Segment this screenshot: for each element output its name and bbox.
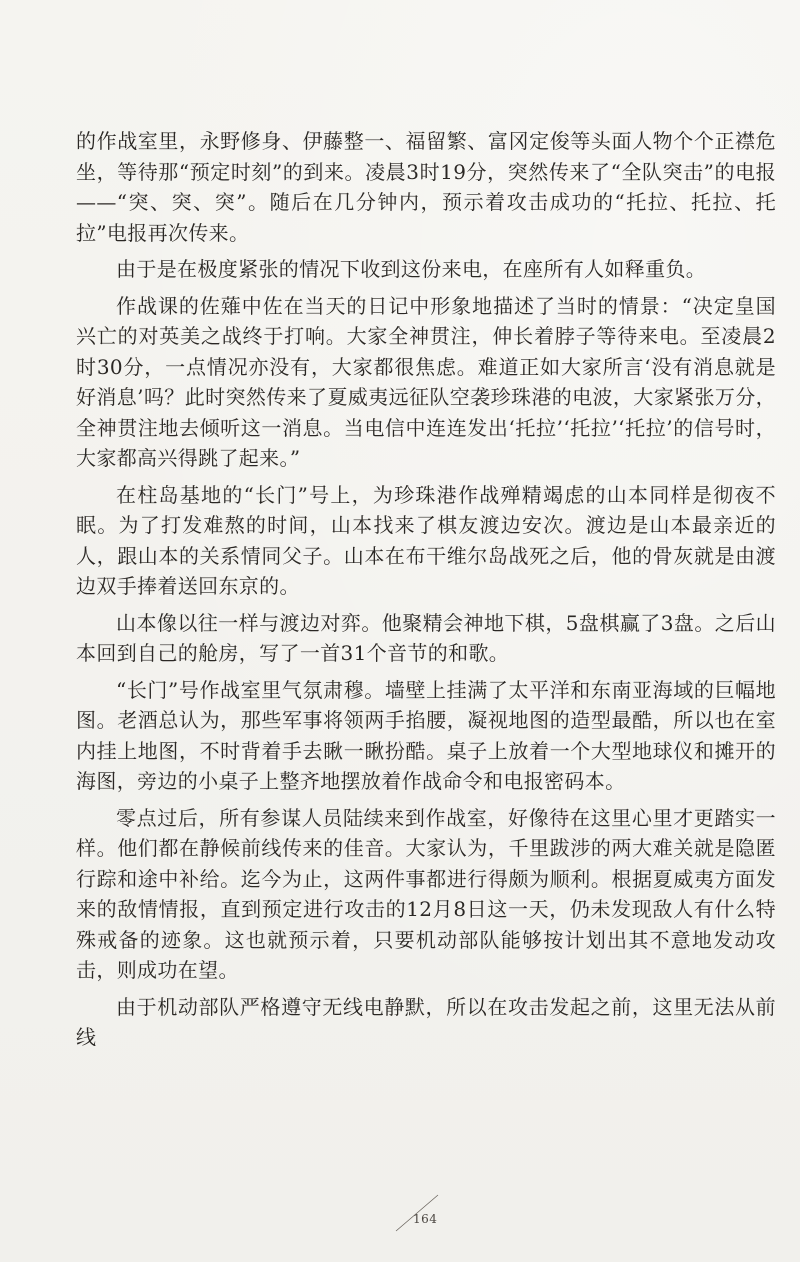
paragraph: 在柱岛基地的“长门”号上，为珍珠港作战殚精竭虑的山本同样是彻夜不眠。为了打发难熬的时间，山本找来了棋友渡边安次。渡边是山本最亲近的人，跟山本的关系情同父子。山本在布干维尔岛战死之后，他的骨灰就是由渡边双手捧着送回东京的。 bbox=[76, 482, 776, 598]
paragraph-continuation: 的作战室里，永野修身、伊藤整一、福留繁、富冈定俊等头面人物个个正襟危坐，等待那“预定时刻”的到来。凌晨3时19分，突然传来了“全队突击”的电报——“突、突、突”。随后在几分钟内，预示着攻击成功的“托拉、托拉、托拉”电报再次传来。 bbox=[76, 129, 776, 245]
paragraph: 由于机动部队严格遵守无线电静默，所以在攻击发起之前，这里无法从前线 bbox=[76, 994, 776, 1049]
paragraph: 由于是在极度紧张的情况下收到这份来电，在座所有人如释重负。 bbox=[116, 257, 707, 281]
paragraph: “长门”号作战室里气氛肃穆。墙壁上挂满了太平洋和东南亚海域的巨幅地图。老酒总认为，那些军事将领两手掐腰，凝视地图的造型最酷，所以也在室内挂上地图，不时背着手去瞅一瞅扮酷。桌子上放着一个大型地球仪和摊开的海图，旁边的小桌子上整齐地摆放着作战命令和电报密码本。 bbox=[76, 677, 776, 793]
paragraph: 山本像以往一样与渡边对弈。他聚精会神地下棋，5盘棋赢了3盘。之后山本回到自己的舱房，写了一首31个音节的和歌。 bbox=[76, 610, 776, 665]
paragraph: 作战课的佐薙中佐在当天的日记中形象地描述了当时的情景：“决定皇国兴亡的对英美之战终于打响。大家全神贯注，伸长着脖子等待来电。至凌晨2时30分，一点情况亦没有，大家都很焦虑。难道正如大家所言‘没有消息就是好消息’吗？此时突然传来了夏威夷远征队空袭珍珠港的电波，大家紧张万分，全神贯注地去倾听这一消息。当电信中连连发出‘托拉’‘托拉’‘托拉’的信号时，大家都高兴得跳了起来。” bbox=[76, 293, 776, 470]
paragraph: 零点过后，所有参谋人员陆续来到作战室，好像待在这里心里才更踏实一样。他们都在静候前线传来的佳音。大家认为，千里跋涉的两大难关就是隐匿行踪和途中补给。迄今为止，这两件事都进行得颇为顺利。根据夏威夷方面发来的敌情情报，直到预定进行攻击的12月8日这一天，仍未发现敌人有什么特殊戒备的迹象。这也就预示着，只要机动部队能够按计划出其不意地发动攻击，则成功在望。 bbox=[76, 805, 776, 982]
body-text bbox=[76, 126, 776, 1059]
page-number: 164 bbox=[413, 1212, 438, 1226]
